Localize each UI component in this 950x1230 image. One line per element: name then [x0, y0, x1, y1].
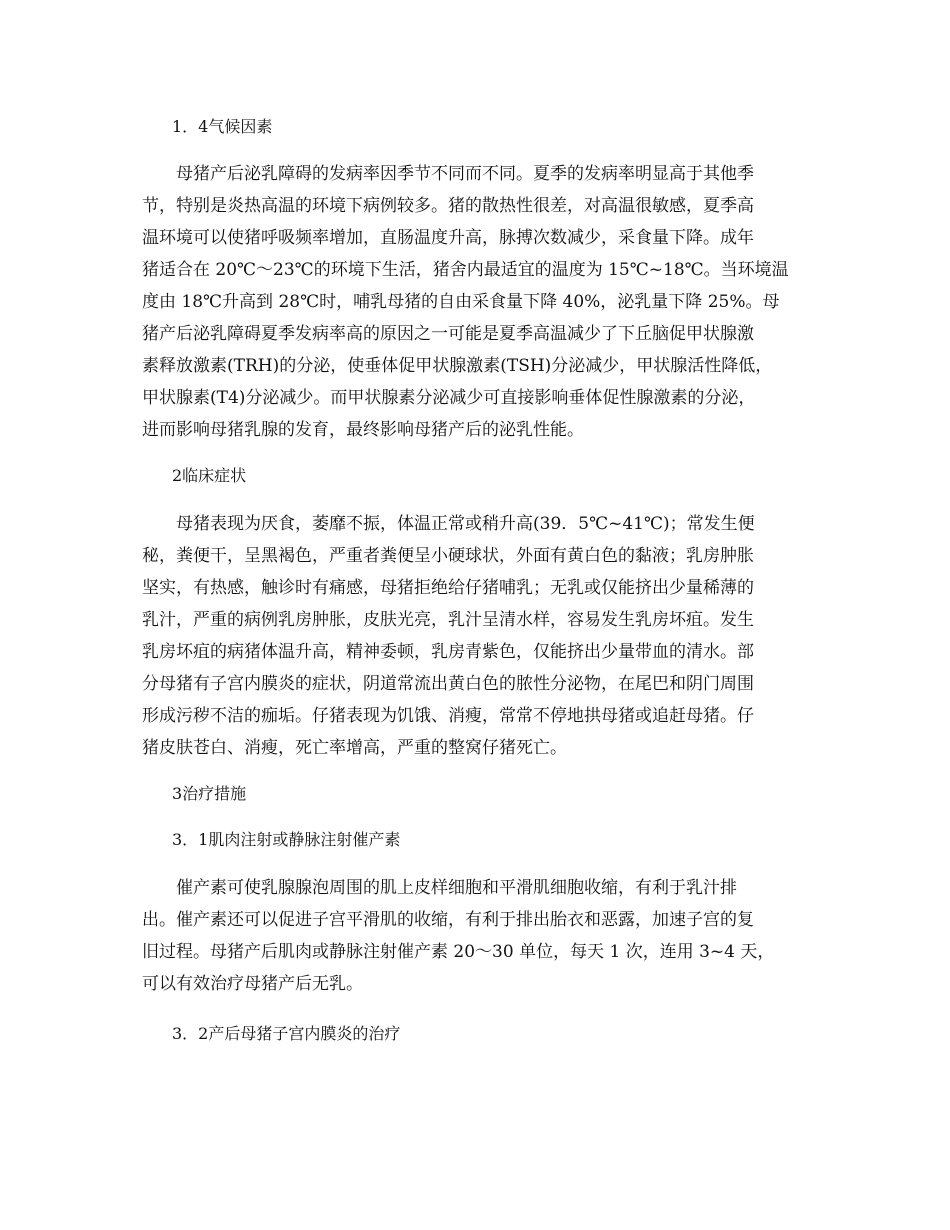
text-line: 旧过程。母猪产后肌肉或静脉注射催产素 20～30 单位，每天 1 次，连用 3~4 天，	[142, 942, 775, 962]
text-line: 秘，粪便干，呈黑褐色，严重者粪便呈小硬球状，外面有黄白色的黏液；乳房肿胀	[142, 546, 754, 566]
section-heading-treatment: 3治疗措施	[172, 784, 247, 803]
section-heading-endometritis: 3．2产后母猪子宫内膜炎的治疗	[172, 1024, 401, 1043]
text-line: 猪适合在 20℃～23℃的环境下生活，猪舍内最适宜的温度为 15℃~18℃。当环境温	[142, 260, 789, 280]
paragraph-symptoms	[142, 508, 802, 764]
text-line: 出。催产素还可以促进子宫平滑肌的收缩，有利于排出胎衣和恶露，加速子宫的复	[142, 910, 754, 930]
paragraph-climate	[142, 158, 802, 446]
text-line: 形成污秽不洁的痂垢。仔猪表现为饥饿、消瘦，常常不停地拱母猪或追赶母猪。仔	[142, 706, 754, 726]
text-line: 甲状腺素(T4)分泌减少。而甲状腺素分泌减少可直接影响垂体促性腺激素的分泌，	[142, 388, 756, 408]
text-line: 素释放激素(TRH)的分泌，使垂体促甲状腺激素(TSH)分泌减少，甲状腺活性降低，	[142, 356, 773, 376]
text-line: 乳汁，严重的病例乳房肿胀，皮肤光亮，乳汁呈清水样，容易发生乳房坏疽。发生	[142, 610, 754, 630]
text-line: 进而影响母猪乳腺的发育，最终影响母猪产后的泌乳性能。	[142, 420, 584, 440]
text-line: 坚实，有热感，触诊时有痛感，母猪拒绝给仔猪哺乳；无乳或仅能挤出少量稀薄的	[142, 578, 754, 598]
text-line: 猪产后泌乳障碍夏季发病率高的原因之一可能是夏季高温减少了下丘脑促甲状腺激	[142, 324, 754, 344]
text-line: 乳房坏疽的病猪体温升高，精神委顿，乳房青紫色，仅能挤出少量带血的清水。部	[142, 642, 754, 662]
section-heading-climate: 1．4气候因素	[172, 117, 273, 136]
section-heading-symptoms: 2临床症状	[172, 466, 247, 485]
text-line: 分母猪有子宫内膜炎的症状，阴道常流出黄白色的脓性分泌物，在尾巴和阴门周围	[142, 674, 754, 694]
text-line: 猪皮肤苍白、消瘦，死亡率增高，严重的整窝仔猪死亡。	[142, 738, 567, 758]
paragraph-oxytocin	[142, 872, 802, 1000]
text-line: 母猪产后泌乳障碍的发病率因季节不同而不同。夏季的发病率明显高于其他季	[142, 164, 754, 184]
text-line: 节，特别是炎热高温的环境下病例较多。猪的散热性很差，对高温很敏感，夏季高	[142, 196, 754, 216]
text-line: 催产素可使乳腺腺泡周围的肌上皮样细胞和平滑肌细胞收缩，有利于乳汁排	[142, 878, 737, 898]
text-line: 温环境可以使猪呼吸频率增加，直肠温度升高，脉搏次数减少，采食量下降。成年	[142, 228, 754, 248]
section-heading-oxytocin: 3．1肌肉注射或静脉注射催产素	[172, 830, 401, 849]
text-line: 母猪表现为厌食，萎靡不振，体温正常或稍升高(39．5℃~41℃)；常发生便	[142, 514, 755, 534]
text-line: 可以有效治疗母猪产后无乳。	[142, 974, 363, 994]
text-line: 度由 18℃升高到 28℃时，哺乳母猪的自由采食量下降 40%，泌乳量下降 25%。母	[142, 292, 780, 312]
